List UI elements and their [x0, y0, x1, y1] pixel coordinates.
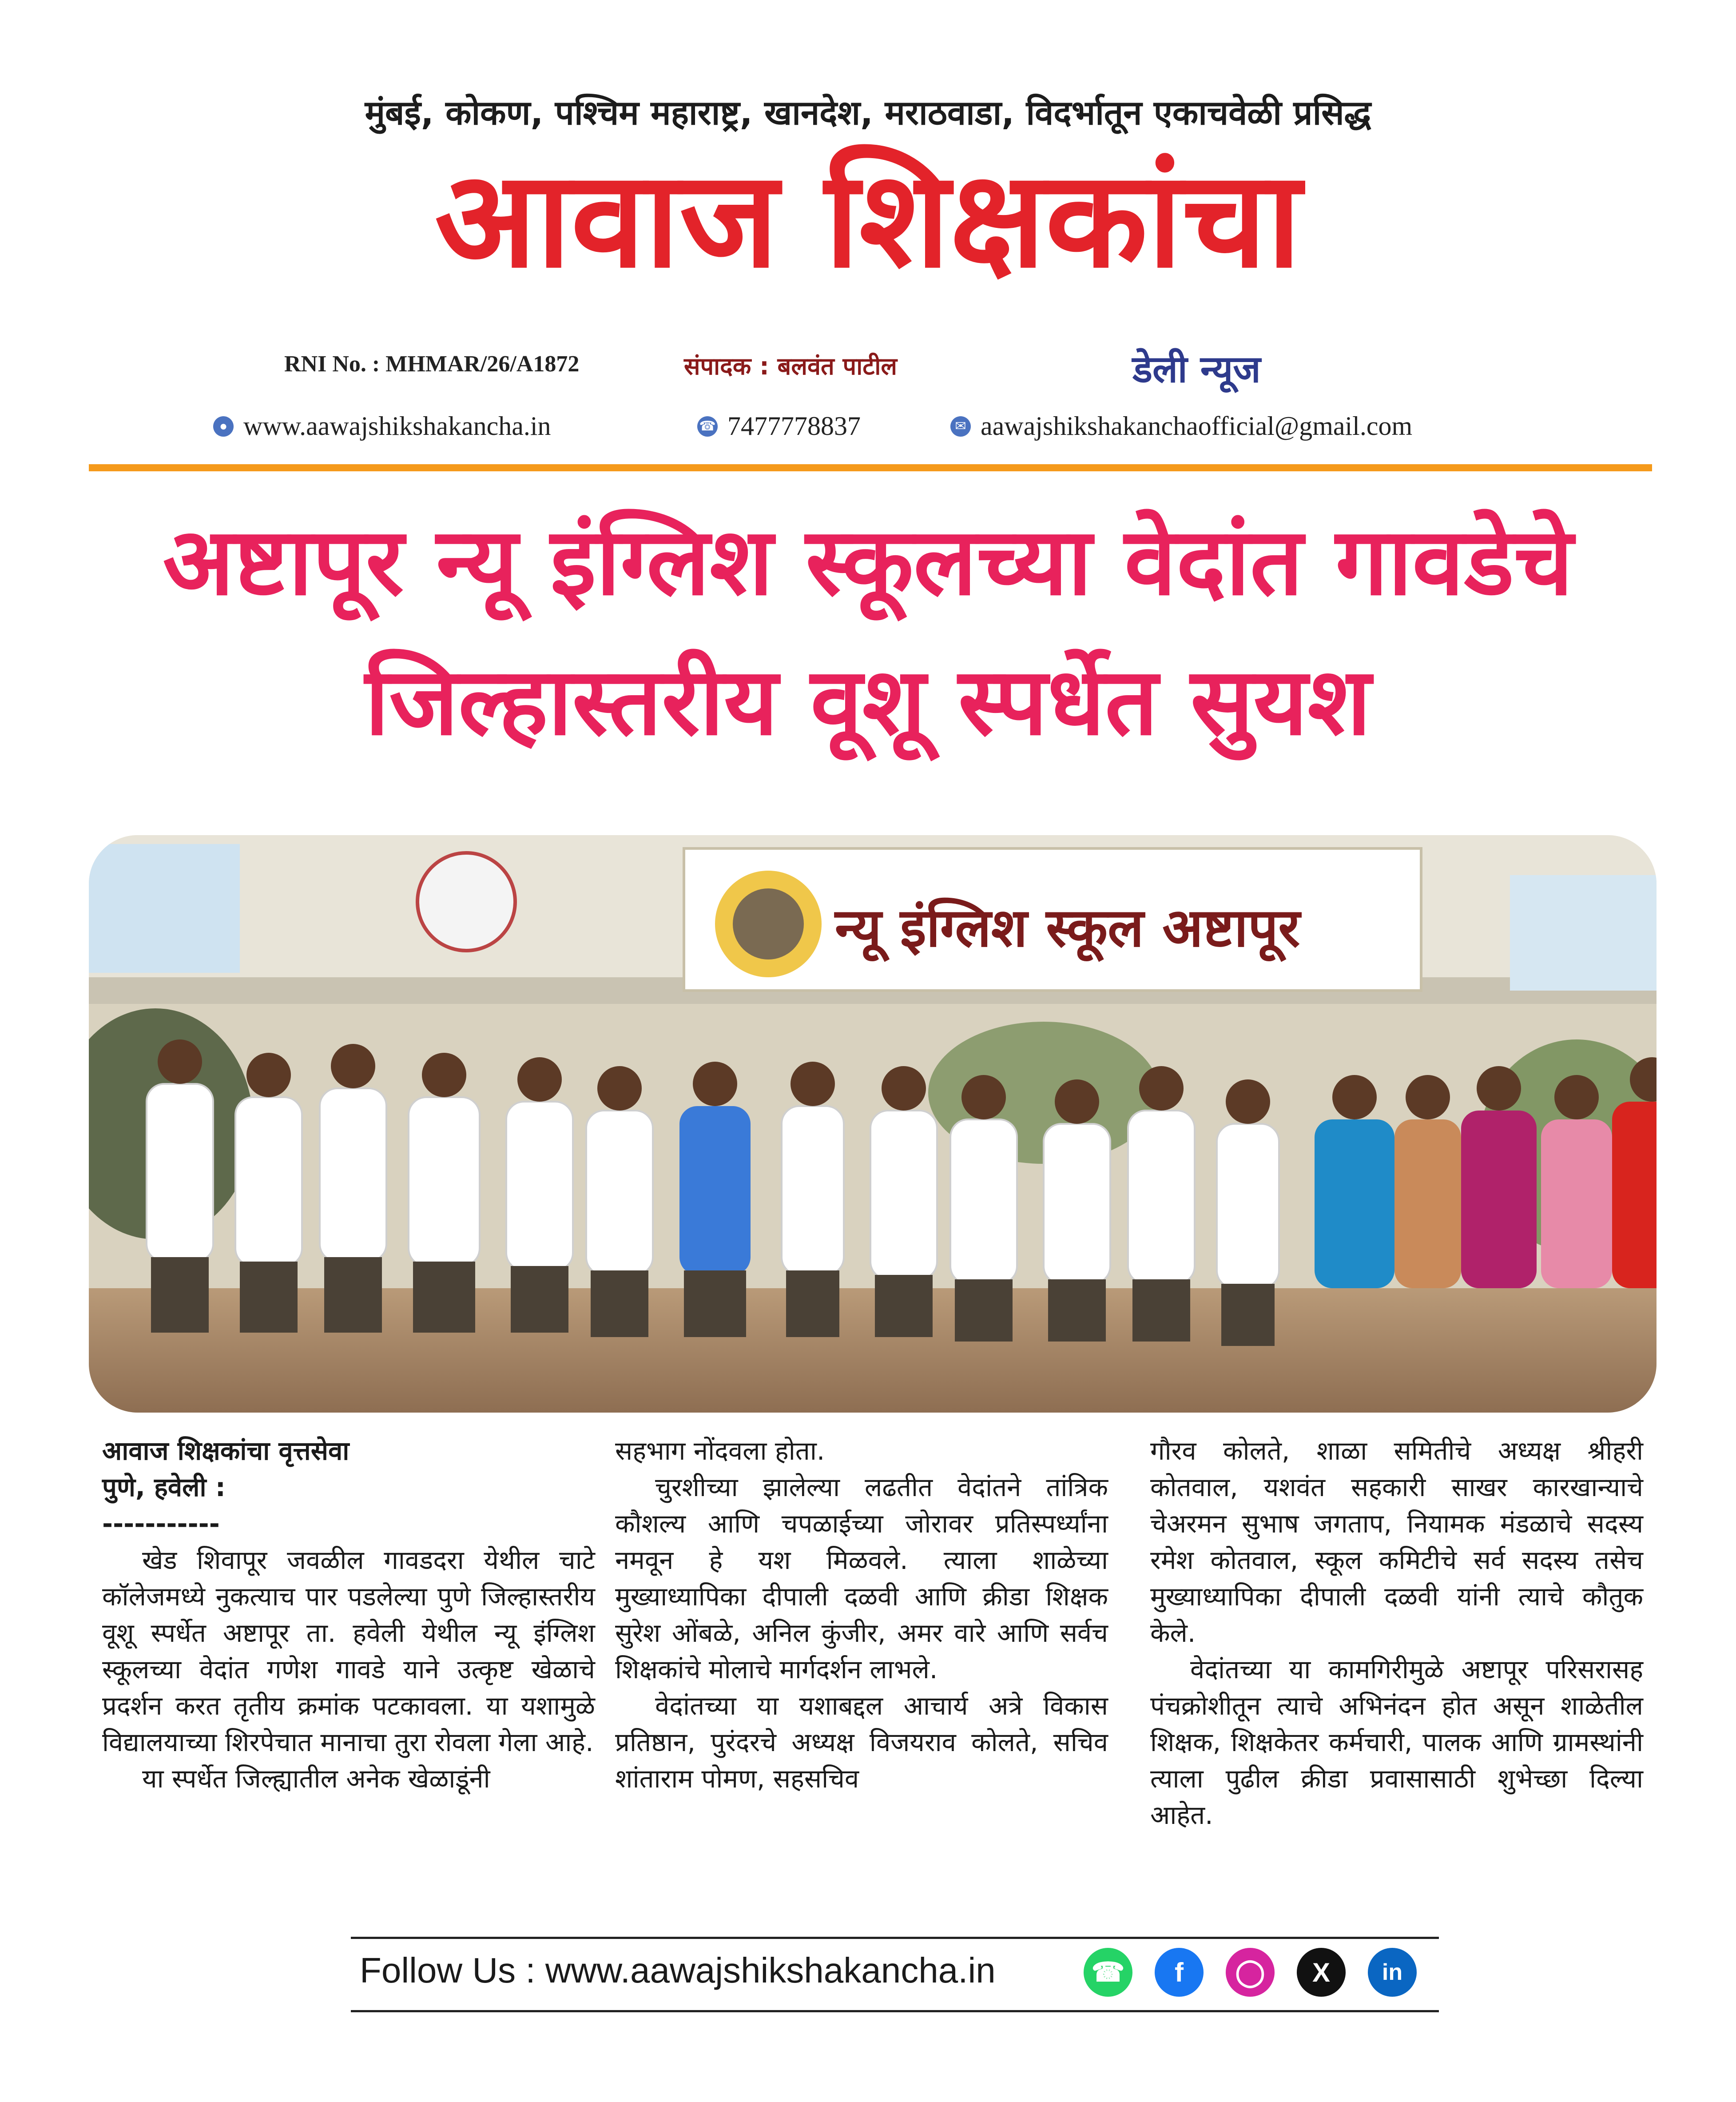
- email-text: aawajshikshakanchaofficial@gmail.com: [981, 411, 1413, 441]
- phone-icon: ☎: [697, 416, 718, 437]
- article-paragraph: सहभाग नोंदवला होता.: [615, 1436, 825, 1466]
- orange-divider: [89, 464, 1652, 471]
- article-paragraph: वेदांतच्या या कामगिरीमुळे अष्टापूर परिसरासह पंचक्रोशीतून त्याचे अभिनंदन होत असून शाळेतील शिक्षक, शिक्षकेतर कर्मचारी, पालक आणि ग्रामस्थांनी त्याला पुढील क्रीडा प्रवासासाठी शुभेच्छा दिल्या आहेत.: [1150, 1654, 1643, 1830]
- article-column-2: [615, 1433, 1108, 1797]
- footer-divider-top: [351, 1937, 1439, 1939]
- article-paragraph: गौरव कोलते, शाळा समितीचे अध्यक्ष श्रीहरी कोतवाल, यशवंत सहकारी साखर कारखान्याचे चेअरमन सुभाष जगताप, नियामक मंडळाचे सदस्य रमेश कोतवाल, स्कूल कमिटीचे सर्व सदस्य तसेच मुख्याध्यापिका दीपाली दळवी यांनी त्याचे कौतुक केले.: [1150, 1436, 1643, 1648]
- article-paragraph: चुरशीच्या झालेल्या लढतीत वेदांतने तांत्रिक कौशल्य आणि चपळाईच्या जोरावर प्रतिस्पर्ध्यांना नमवून हे यश मिळवले. त्याला शाळेच्या मुख्याध्यापिका दीपाली दळवी आणि क्रीडा शिक्षक सुरेश ओंबळे, अनिल कुंजीर, अमर वारे आणि सर्वच शिक्षकांचे मोलाचे मार्गदर्शन लाभले.: [615, 1472, 1108, 1684]
- byline-dashes: -----------: [102, 1509, 220, 1539]
- website-text: www.aawajshikshakancha.in: [243, 411, 551, 441]
- x-icon[interactable]: X: [1297, 1948, 1346, 1997]
- email-icon: ✉: [950, 416, 971, 437]
- masthead-tagline: मुंबई, कोकण, पश्चिम महाराष्ट्र, खानदेश, मराठवाडा, विदर्भातून एकाचवेळी प्रसिद्ध: [365, 93, 1371, 132]
- edition-label: डेली न्यूज: [1132, 347, 1261, 391]
- rni-number: RNI No. : MHMAR/26/A1872: [284, 351, 580, 377]
- news-photo: [89, 835, 1657, 1413]
- follow-us-text[interactable]: Follow Us : www.aawajshikshakancha.in: [360, 1951, 996, 1990]
- article-paragraph: या स्पर्धेत जिल्ह्यातील अनेक खेळाडूंनी: [142, 1764, 490, 1794]
- article-paragraph: खेड शिवापूर जवळील गावडदरा येथील चाटे कॉलेजमध्ये नुकत्याच पार पडलेल्या पुणे जिल्हास्तरीय वूशू स्पर्धेत अष्टापूर ता. हवेली येथील न्यू इंग्लिश स्कूलच्या वेदांत गणेश गावडे याने उत्कृष्ट खेळाचे प्रदर्शन करत तृतीय क्रमांक पटकावला. या यशामुळे विद्यालयाच्या शिरपेचात मानाचा तुरा रोवला गेला आहे.: [102, 1545, 595, 1757]
- editor-name: संपादक : बलवंत पाटील: [684, 352, 898, 380]
- phone-text: 7477778837: [727, 411, 861, 441]
- article-column-1: [102, 1433, 595, 1797]
- whatsapp-icon[interactable]: ☎: [1084, 1948, 1132, 1997]
- article-paragraph: वेदांतच्या या यशाबद्दल आचार्य अत्रे विकास प्रतिष्ठान, पुरंदरचे अध्यक्ष विजयराव कोलते, सचिव शांताराम पोमण, सहसचिव: [615, 1691, 1108, 1794]
- school-banner-text: न्यू इंग्लिश स्कूल अष्टापूर: [835, 897, 1300, 959]
- facebook-icon[interactable]: f: [1155, 1948, 1204, 1997]
- linkedin-icon[interactable]: in: [1368, 1948, 1417, 1997]
- article-column-3: [1150, 1433, 1643, 1833]
- globe-icon: ●: [213, 416, 234, 437]
- byline-location: पुणे, हवेली :: [102, 1472, 226, 1502]
- headline-line-2: जिल्हास्तरीय वूशू स्पर्धेत सुयश: [365, 647, 1371, 756]
- instagram-icon[interactable]: ◯: [1226, 1948, 1275, 1997]
- byline-service: आवाज शिक्षकांचा वृत्तसेवा: [102, 1436, 350, 1466]
- footer-divider-bottom: [351, 2010, 1439, 2012]
- phone-contact[interactable]: [697, 411, 861, 442]
- email-contact[interactable]: [950, 411, 1412, 442]
- headline-line-1: अष्टापूर न्यू इंग्लिश स्कूलच्या वेदांत गावडेचे: [163, 507, 1573, 616]
- website-contact[interactable]: [213, 411, 551, 442]
- newspaper-title: आवाज शिक्षकांचा: [434, 142, 1302, 297]
